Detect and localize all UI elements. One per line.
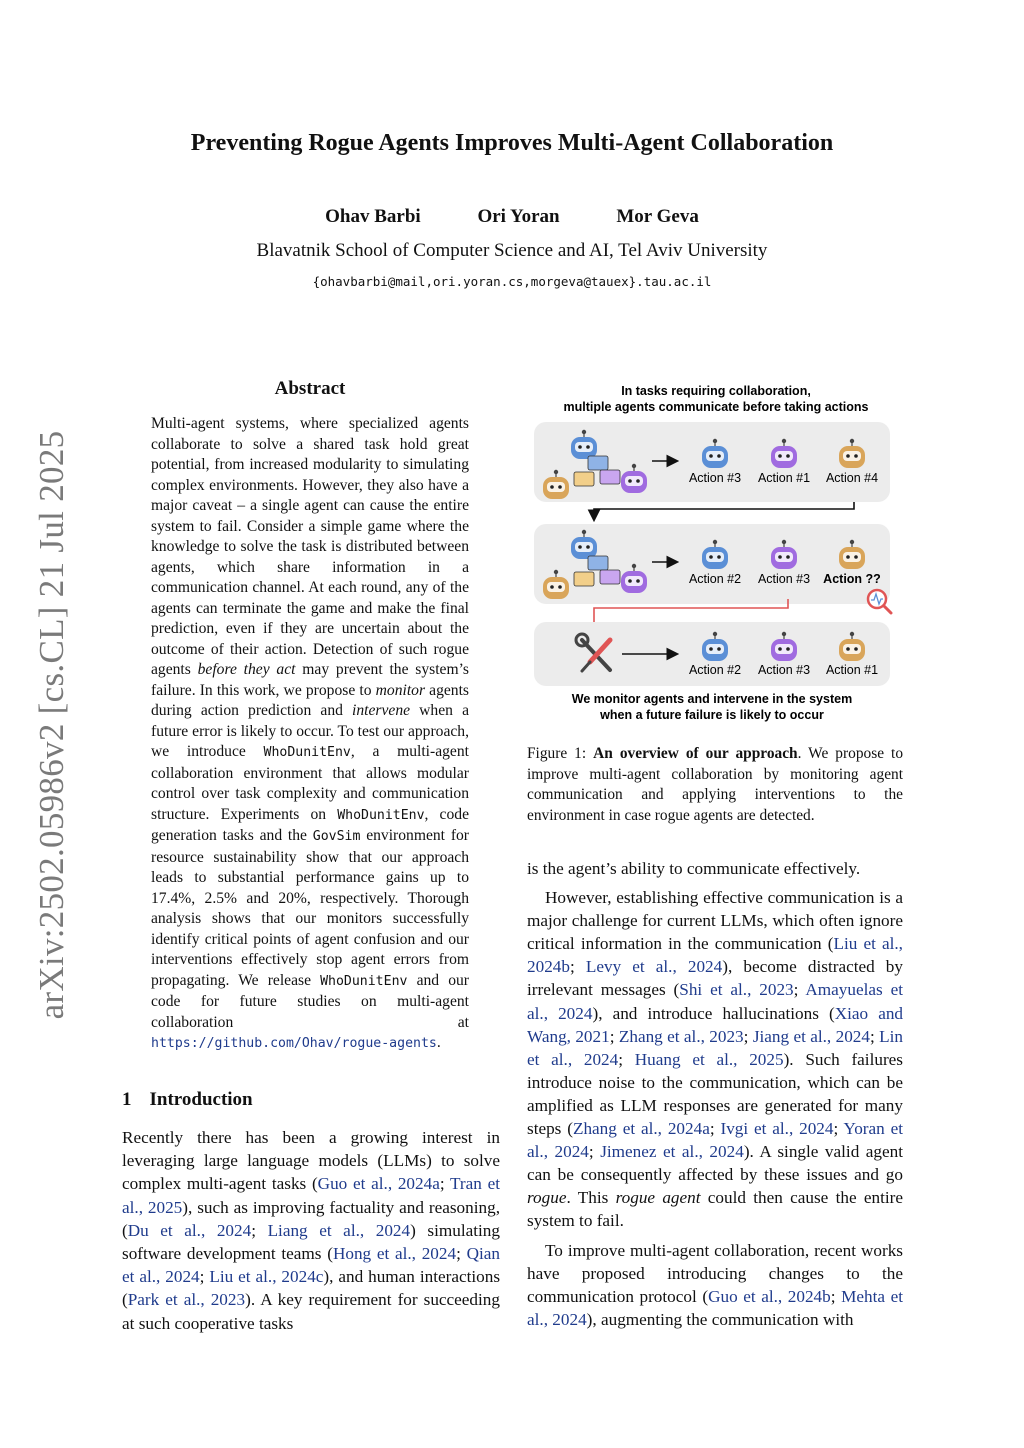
- message-bubble: [588, 456, 608, 470]
- action-label: Action #1: [825, 663, 879, 677]
- action-label: Action #3: [688, 471, 742, 485]
- citation-link[interactable]: Jimenez et al., 2024: [600, 1142, 744, 1162]
- action-label: Action #3: [757, 572, 811, 586]
- citation-link[interactable]: Zhang et al., 2024a: [572, 1119, 710, 1139]
- citation-link[interactable]: Shi et al., 2023: [679, 980, 794, 1000]
- citation-link[interactable]: Guo et al., 2024b: [708, 1286, 831, 1306]
- citation-link[interactable]: Ivgi et al., 2024: [720, 1119, 834, 1139]
- figure-bottom-caption: We monitor agents and intervene in the system: [571, 692, 853, 706]
- message-bubble: [588, 556, 608, 570]
- citation-link[interactable]: Hong et al., 2024: [332, 1244, 457, 1264]
- paragraph: is the agent’s ability to communicate effectively.: [527, 859, 861, 878]
- author-list: [0, 206, 1024, 228]
- citation-link[interactable]: Qian et al., 2024: [122, 1244, 500, 1287]
- citation-link[interactable]: Mehta et al., 2024: [527, 1286, 903, 1329]
- citation-link[interactable]: Huang et al., 2025: [634, 1049, 784, 1069]
- message-bubble: [600, 470, 620, 484]
- citation-link[interactable]: Liu et al., 2024b: [527, 934, 903, 977]
- action-label-uncertain: Action ??: [823, 572, 881, 586]
- citation-link[interactable]: Jiang et al., 2024: [752, 1026, 870, 1046]
- message-bubble: [600, 570, 620, 584]
- author-name: Mor Geva: [616, 206, 699, 227]
- author-name: Ori Yoran: [477, 206, 560, 227]
- message-bubble: [574, 572, 594, 586]
- intro-right-column: [527, 857, 903, 1331]
- section-heading-introduction: 1 Introduction: [122, 1089, 253, 1110]
- citation-link[interactable]: Zhang et al., 2023: [618, 1026, 744, 1046]
- paragraph: However, establishing effective communication is a major challenge for current LLMs, which often ignore critical information in the communication (Liu et al., 2024b; Levy et al., 2024), become distracted by irrelevant messages (Shi et al., 2023; Amayuelas et al., 2024), and introduce hallucinations (Xiao and Wang, 2021; Zhang et al., 2023; Jiang et al., 2024; Lin et al., 2024; Huang et al., 2025). Such failures introduce noise to the communication, which can be amplified as LLM responses are generated for many steps (Zhang et al., 2024a; Ivgi et al., 2024; Yoran et al., 2024; Jimenez et al., 2024). A single valid agent can be consequently affected by these issues and go rogue. This rogue agent could then cause the entire system to fail.: [527, 888, 904, 1231]
- message-bubble: [574, 472, 594, 486]
- abstract-text: Multi-agent systems, where specialized agents collaborate to solve a shared task hold great potential, from increased modularity to simulating complex environments. However, they also have a major caveat – a single agent can cause the entire system to fail. Consider a simple game where the knowledge to solve the task is distributed between agents, which share information in a communication channel. At each round, any of the agents can terminate the game and make the final prediction, even if they are uncertain about the outcome of their action. Detection of such rogue agents before they act may prevent the system’s failure. In this work, we propose to monitor agents during action prediction and intervene when a future error is likely to occur. To test our approach, we introduce WhoDunitEnv, a multi-agent collaboration environment that allows modular control over task complexity and communication structure. Experiments on WhoDunitEnv, code generation tasks and the GovSim environment for resource sustainability show that our approach leads to substantial performance gains up to 17.4%, 2.5% and 20%, respectively. Thorough analysis shows that our monitors successfully identify critical points of agent confusion and our interventions effectively stop agent errors from propagating. We release WhoDunitEnv and our code for future studies on multi-agent collaboration at https://github.com/Ohav/rogue-agents.: [151, 415, 470, 1051]
- flow-arrow: [594, 502, 854, 519]
- citation-link[interactable]: Amayuelas et al., 2024: [527, 980, 903, 1023]
- citation-link[interactable]: Du et al., 2024: [127, 1220, 252, 1240]
- arxiv-identifier: arXiv:2502.05986v2 [cs.CL] 21 Jul 2025: [32, 430, 71, 1020]
- author-name: Ohav Barbi: [325, 206, 421, 227]
- author-emails: {ohavbarbi@mail,ori.yoran.cs,morgeva@tauex}.tau.ac.il: [312, 274, 712, 289]
- intro-paragraph: Recently there has been a growing interest in leveraging large language models (LLMs) to solve complex multi-agent tasks (Guo et al., 2024a; Tran et al., 2025), such as improving factuality and reasoning, (Du et al., 2024; Liang et al., 2024) simulating software development teams (Hong et al., 2024; Qian et al., 2024; Liu et al., 2024c), and human interactions (Park et al., 2023). A key requirement for succeeding at such cooperative tasks: [122, 1128, 501, 1333]
- repo-link[interactable]: https://github.com/Ohav/rogue-agents: [151, 1036, 437, 1051]
- citation-link[interactable]: Liang et al., 2024: [267, 1220, 411, 1240]
- citation-link[interactable]: Xiao and Wang, 2021: [527, 1003, 904, 1046]
- citation-link[interactable]: Yoran et al., 2024: [527, 1119, 903, 1162]
- action-label: Action #2: [688, 572, 742, 586]
- abstract-heading: Abstract: [274, 378, 346, 399]
- paragraph: To improve multi-agent collaboration, recent works have proposed introducing changes to the communication protocol (Guo et al., 2024b; Mehta et al., 2024), augmenting the communication with: [527, 1240, 903, 1329]
- figure-overview: [530, 378, 902, 728]
- figure-top-caption: multiple agents communicate before taking actions: [563, 400, 869, 414]
- action-label: Action #2: [688, 663, 742, 677]
- citation-link[interactable]: Park et al., 2023: [127, 1290, 246, 1310]
- action-label: Action #3: [757, 663, 811, 677]
- paper-title: Preventing Rogue Agents Improves Multi-Agent Collaboration: [190, 130, 834, 156]
- citation-link[interactable]: Lin et al., 2024: [527, 1026, 904, 1069]
- action-label: Action #1: [757, 471, 811, 485]
- figure-caption: Figure 1: An overview of our approach. We propose to improve multi-agent collaboration by monitoring agent communication and applying interventions to the environment in case rogue agents are detected.: [527, 745, 904, 824]
- citation-link[interactable]: Guo et al., 2024a: [317, 1174, 440, 1194]
- action-label: Action #4: [825, 471, 879, 485]
- figure-bottom-caption: when a future failure is likely to occur: [600, 708, 824, 722]
- affiliation: Blavatnik School of Computer Science and AI, Tel Aviv University: [256, 240, 768, 261]
- citation-link[interactable]: Levy et al., 2024: [585, 957, 723, 977]
- citation-link[interactable]: Tran et al., 2025: [122, 1174, 500, 1217]
- figure-top-caption: In tasks requiring collaboration,: [621, 384, 811, 398]
- citation-link[interactable]: Liu et al., 2024c: [209, 1267, 324, 1287]
